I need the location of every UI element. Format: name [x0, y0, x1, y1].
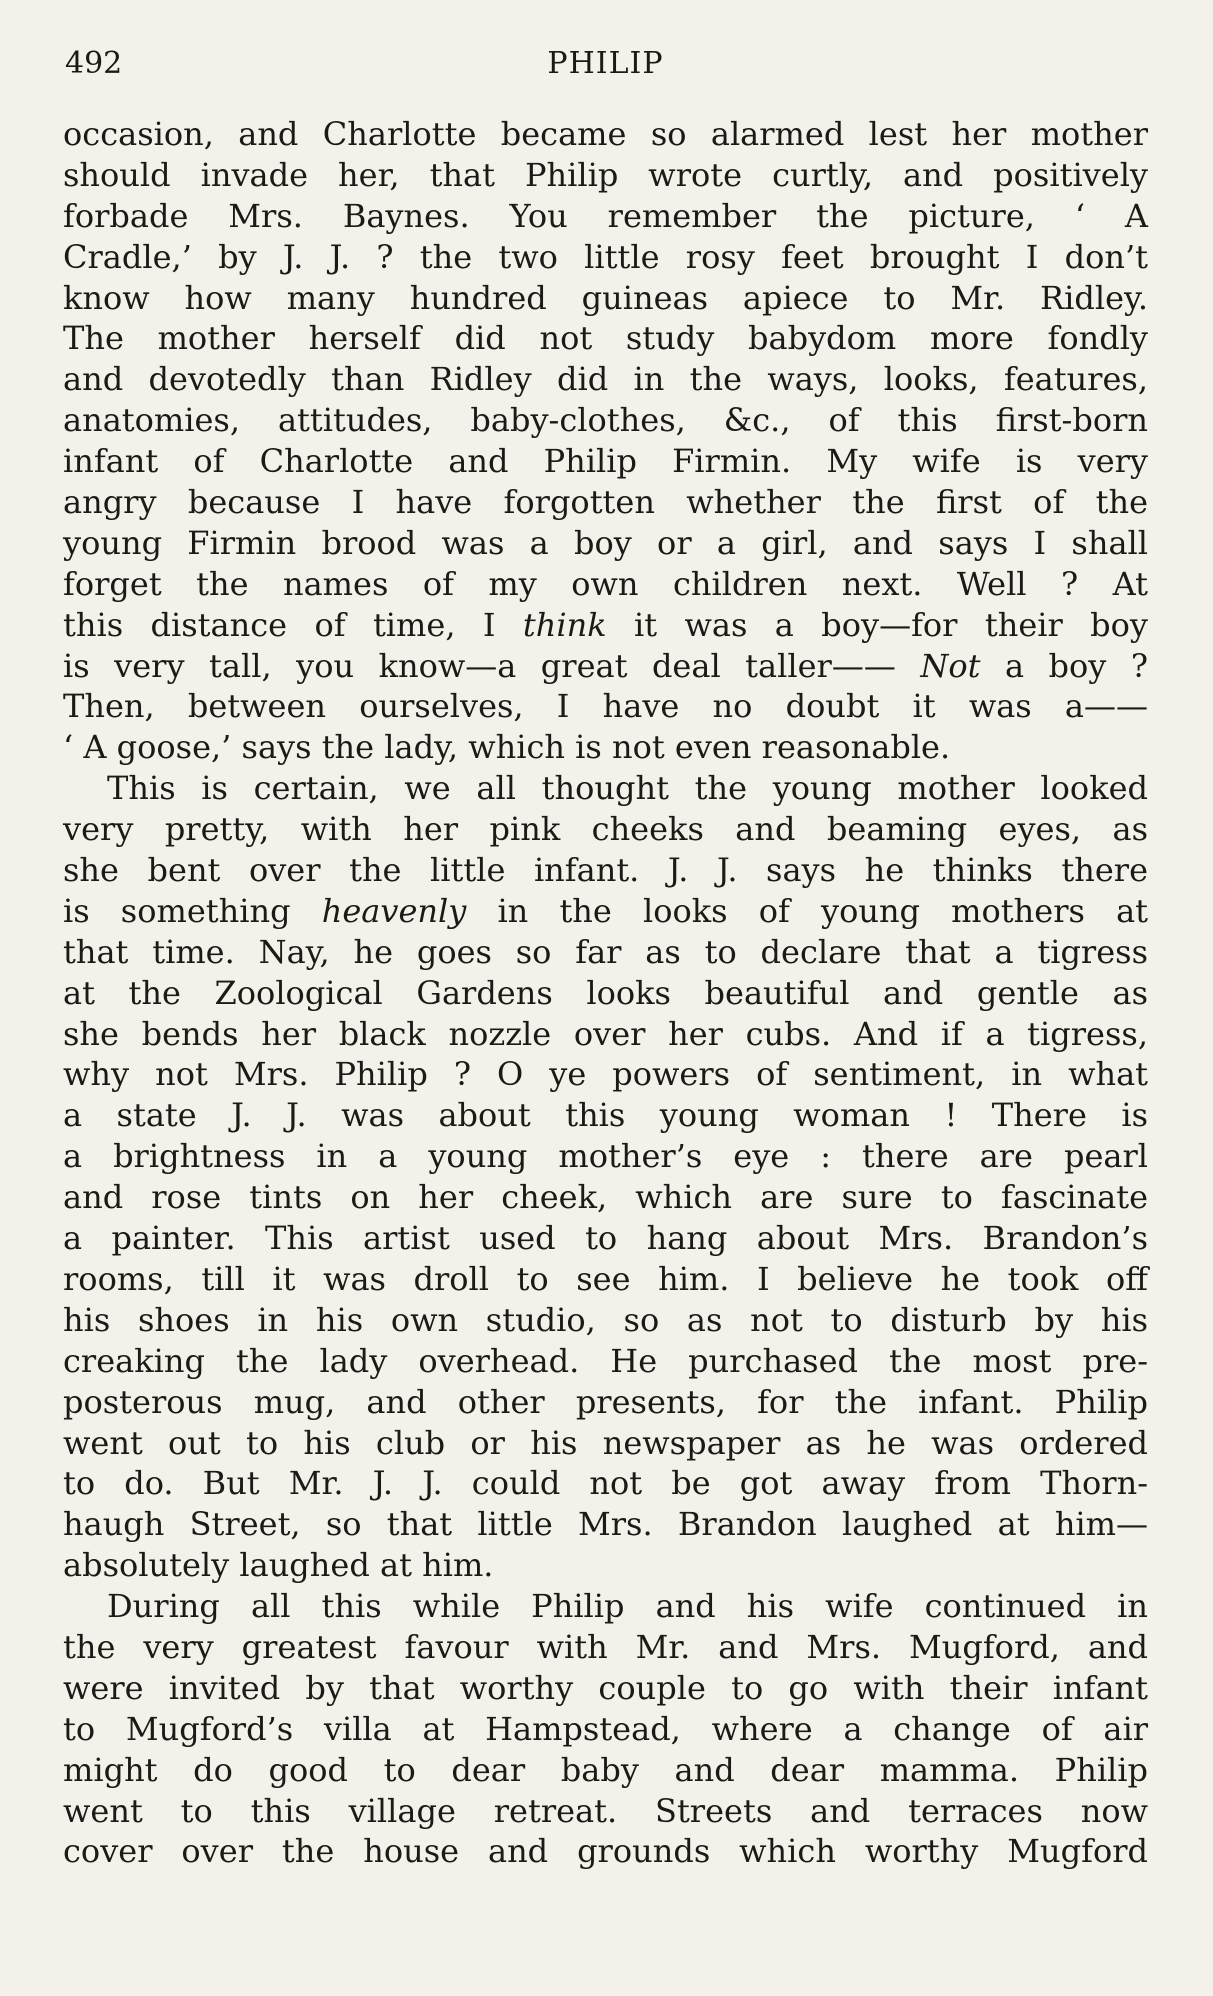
- text-line: went to this village retreat. Streets and terraces now: [63, 1791, 1148, 1830]
- text-line: why not Mrs. Philip ? O ye powers of sentiment, in what: [63, 1055, 1148, 1094]
- text-line: During all this while Philip and his wife continued in: [107, 1587, 1148, 1626]
- emphasis-word: think: [522, 605, 607, 644]
- text-segment: it was a boy—for their boy: [606, 605, 1149, 644]
- text-line: rooms, till it was droll to see him. I believe he took off: [63, 1259, 1148, 1298]
- text-line: The mother herself did not study babydom more fondly: [63, 319, 1148, 358]
- text-line: Cradle,’ by J. J. ? the two little rosy feet brought I don’t: [63, 237, 1148, 276]
- text-line: to do. But Mr. J. J. could not be got away from Thorn-: [63, 1464, 1148, 1503]
- text-line: a painter. This artist used to hang about Mrs. Brandon’s: [63, 1219, 1148, 1258]
- running-head: PHILIP: [547, 46, 664, 81]
- text-line: anatomies, attitudes, baby-clothes, &c., of this first-born: [63, 401, 1148, 440]
- text-line: she bent over the little infant. J. J. says he thinks there: [63, 851, 1148, 890]
- text-line: haugh Street, so that little Mrs. Brandon laughed at him—: [63, 1505, 1148, 1544]
- text-line: forget the names of my own children next. Well ? At: [63, 564, 1148, 603]
- text-line: [63, 891, 1148, 932]
- text-line: and rose tints on her cheek, which are sure to fascinate: [63, 1178, 1148, 1217]
- text-line: that time. Nay, he goes so far as to declare that a tigress: [63, 932, 1148, 971]
- text-line: a state J. J. was about this young woman ! There is: [63, 1096, 1148, 1135]
- text-line: she bends her black nozzle over her cubs. And if a tigress,: [63, 1014, 1148, 1053]
- text-line: cover over the house and grounds which worthy Mugford: [63, 1832, 1148, 1871]
- text-line: angry because I have forgotten whether the first of the: [63, 483, 1148, 522]
- text-line: This is certain, we all thought the young mother looked: [107, 769, 1148, 808]
- page-number: 492: [65, 46, 123, 81]
- body-text: [63, 114, 1148, 1872]
- text-segment: in the looks of young mothers at: [466, 891, 1149, 930]
- text-line: to Mugford’s villa at Hampstead, where a change of air: [63, 1709, 1148, 1748]
- emphasis-word: heavenly: [321, 891, 467, 930]
- text-line: [63, 605, 1148, 646]
- text-line: his shoes in his own studio, so as not to disturb by his: [63, 1300, 1148, 1339]
- text-line: the very greatest favour with Mr. and Mrs. Mugford, and: [63, 1627, 1148, 1666]
- emphasis-word: Not: [920, 646, 981, 685]
- page-header: [63, 42, 1148, 84]
- text-line: occasion, and Charlotte became so alarmed lest her mother: [63, 115, 1148, 153]
- text-line: young Firmin brood was a boy or a girl, and says I shall: [63, 523, 1148, 562]
- text-line: should invade her, that Philip wrote curtly, and positively: [63, 155, 1148, 194]
- text-line: went out to his club or his newspaper as he was ordered: [63, 1423, 1148, 1462]
- text-line: forbade Mrs. Baynes. You remember the picture, ‘ A: [63, 196, 1148, 235]
- text-segment: is something: [63, 891, 322, 930]
- text-line: know how many hundred guineas apiece to Mr. Ridley.: [63, 278, 1148, 317]
- text-line: at the Zoological Gardens looks beautiful and gentle as: [63, 973, 1148, 1012]
- text-line: Then, between ourselves, I have no doubt it was a——: [63, 687, 1148, 726]
- text-line: absolutely laughed at him.: [63, 1546, 494, 1585]
- text-segment: a boy ?: [980, 646, 1149, 685]
- text-line: infant of Charlotte and Philip Firmin. My wife is very: [63, 442, 1148, 481]
- text-segment: is very tall, you know—a great deal taller——: [63, 646, 921, 685]
- text-line: might do good to dear baby and dear mamma. Philip: [63, 1750, 1148, 1789]
- text-line: very pretty, with her pink cheeks and beaming eyes, as: [63, 810, 1148, 849]
- text-line: creaking the lady overhead. He purchased the most pre-: [63, 1341, 1148, 1380]
- book-page: [63, 42, 1148, 1872]
- text-line: were invited by that worthy couple to go with their infant: [63, 1668, 1148, 1707]
- text-line: and devotedly than Ridley did in the ways, looks, features,: [63, 360, 1148, 399]
- text-line: [63, 646, 1148, 687]
- text-segment: this distance of time, I: [63, 605, 523, 644]
- text-line: a brightness in a young mother’s eye : there are pearl: [63, 1137, 1148, 1176]
- text-line: ‘ A goose,’ says the lady, which is not even reasonable.: [63, 728, 951, 767]
- text-line: posterous mug, and other presents, for the infant. Philip: [63, 1382, 1148, 1421]
